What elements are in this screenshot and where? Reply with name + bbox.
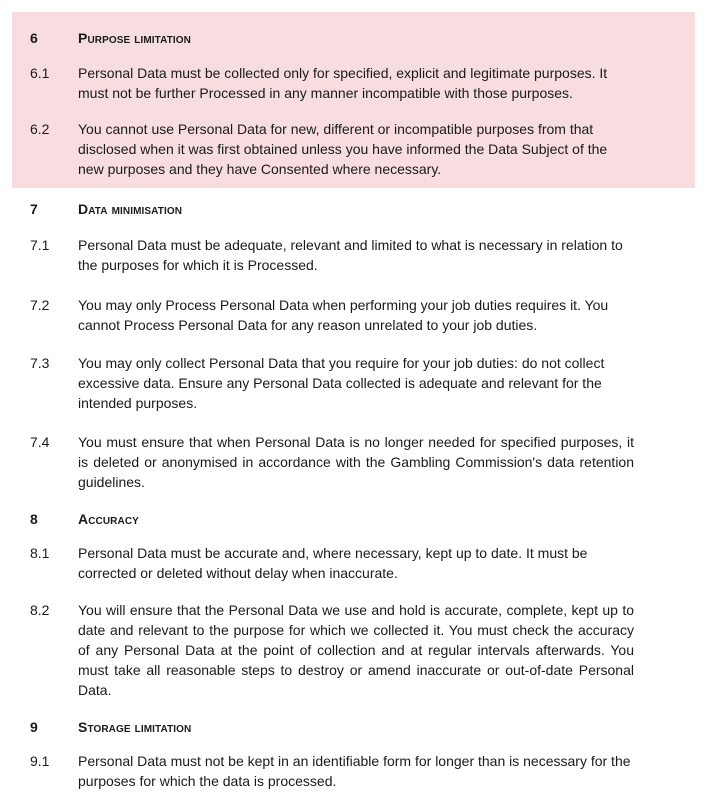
clause-number: 8.2 <box>30 602 50 618</box>
clause-text: You may only Process Personal Data when performing your job duties requires it. You cannot Process Personal Data for any reason unrelated to your job duties. <box>78 297 609 333</box>
clause-text: You cannot use Personal Data for new, different or incompatible purposes from that disclosed when it was first obtained unless you have informed the Data Subject of the new purposes and they have Consented where necessary. <box>78 121 608 177</box>
clause-number: 7.3 <box>30 355 50 371</box>
section-number: 8 <box>30 511 38 527</box>
clause-number: 6.1 <box>30 65 50 81</box>
clause-text: Personal Data must be collected only for specified, explicit and legitimate purposes. It must not be further Processed in any manner incompatible with those purposes. <box>78 65 608 101</box>
clause-text: You must ensure that when Personal Data is no longer needed for specified purposes, it is deleted or anonymised in accordance with the Gambling Commission's data retention guidelines. <box>78 434 634 490</box>
section-number: 7 <box>30 201 38 217</box>
section-title: Purpose limitation <box>78 30 191 46</box>
section-title: Data minimisation <box>78 201 183 217</box>
clause-text: Personal Data must be adequate, relevant and limited to what is necessary in relation to the purposes for which it is Processed. <box>78 237 623 273</box>
clause-text: Personal Data must not be kept in an identifiable form for longer than is necessary for the purposes for which the data is processed. <box>78 753 631 789</box>
clause-number: 6.2 <box>30 121 50 137</box>
clause-number: 9.1 <box>30 753 50 769</box>
section-number: 9 <box>30 719 38 735</box>
section-number: 6 <box>30 30 38 46</box>
clause-number: 7.4 <box>30 434 50 450</box>
clause-text: You will ensure that the Personal Data we use and hold is accurate, complete, kept up to date and relevant to the purpose for which we collected it. You must check the accuracy of any Personal Data at the point of collection and at regular intervals afterwards. You must take all reasonable steps to destroy or amend inaccurate or out-of-date Personal Data. <box>78 602 634 698</box>
section-title: Accuracy <box>78 511 139 527</box>
clause-number: 7.1 <box>30 237 50 253</box>
clause-number: 7.2 <box>30 297 50 313</box>
section-title: Storage limitation <box>78 719 192 735</box>
clause-text: You may only collect Personal Data that you require for your job duties: do not collect excessive data. Ensure any Personal Data collected is adequate and relevant for the intended purposes. <box>78 355 605 411</box>
clause-text: Personal Data must be accurate and, where necessary, kept up to date. It must be corrected or deleted without delay when inaccurate. <box>78 545 588 581</box>
clause-number: 8.1 <box>30 545 50 561</box>
